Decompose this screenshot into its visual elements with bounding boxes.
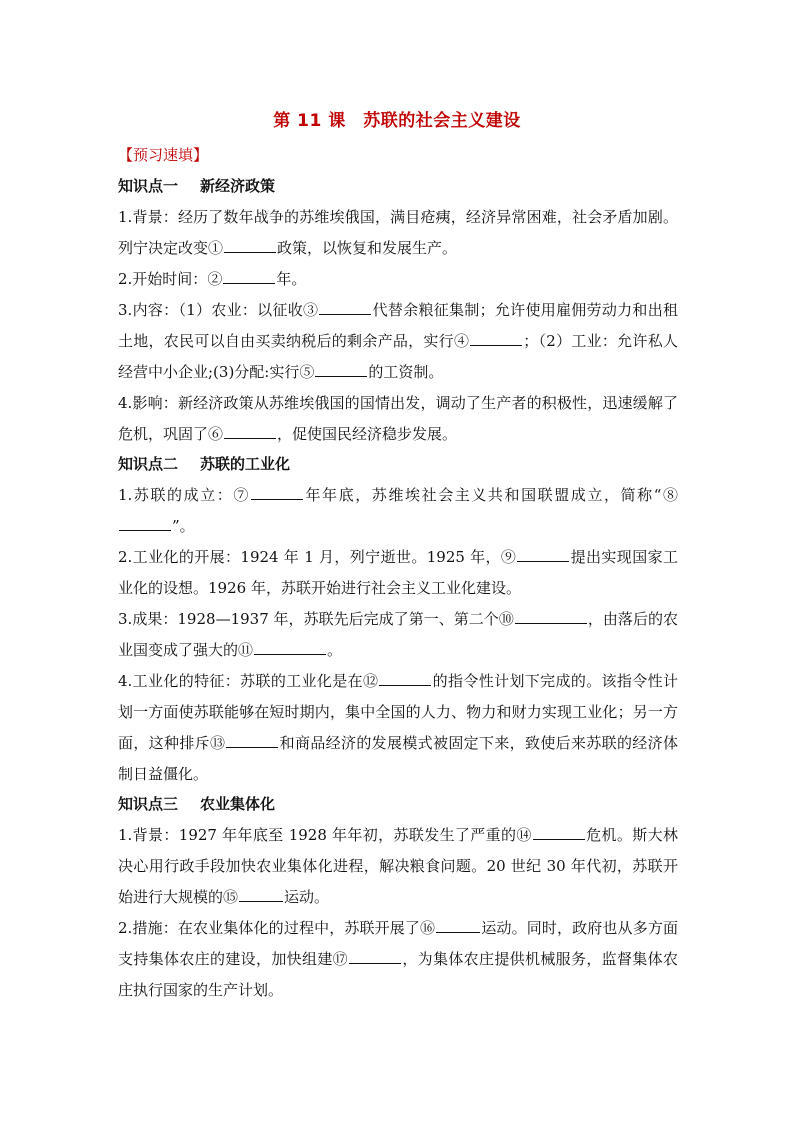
section-heading-1: 知识点一 新经济政策 — [118, 177, 276, 195]
blank-number: ① — [208, 239, 224, 257]
lesson-title: 第 11 课 苏联的社会主义建设 — [273, 111, 521, 131]
fill-blank[interactable] — [319, 313, 371, 315]
blank-number: ⑧ — [661, 486, 678, 504]
blank-number: ⑤ — [299, 363, 315, 381]
blank-number: ⑫ — [362, 672, 379, 690]
blank-number: ④ — [453, 332, 470, 350]
fill-blank[interactable] — [349, 962, 401, 964]
fill-blank[interactable] — [436, 931, 480, 933]
section-2-item-1: 1.苏联的成立：⑦ 年年底，苏维埃社会主义共和国联盟成立，简称“⑧”。 — [118, 486, 678, 535]
section-1-item-1: 1.背景：经历了数年战争的苏维埃俄国，满目疮痍，经济异常困难，社会矛盾加剧。列宁决定改变① 政策，以恢复和发展生产。 — [118, 208, 678, 257]
fill-blank[interactable] — [251, 498, 303, 500]
section-2-item-3: 3.成果：1928—1937 年，苏联先后完成了第一、第二个⑩ ，由落后的农业国变成了强大的⑪ 。 — [118, 610, 678, 659]
blank-number: ⑰ — [332, 950, 348, 968]
blank-number: ③ — [303, 301, 319, 319]
fill-blank[interactable] — [515, 622, 587, 624]
fill-blank[interactable] — [119, 529, 171, 531]
preview-tag: 【预习速填】 — [118, 146, 209, 164]
fill-blank[interactable] — [224, 437, 276, 439]
worksheet-content — [118, 172, 678, 1006]
section-3-item-1: 1.背景：1927 年年底至 1928 年年初，苏联发生了严重的⑭ 危机。斯大林决心用行政手段加快农业集体化进程，解决粮食问题。20 世纪 30 年代初，苏联开始进行大规模的⑮ 运动。 — [118, 826, 678, 906]
blank-number: ⑭ — [516, 826, 532, 844]
blank-number: ⑬ — [210, 734, 226, 752]
section-heading-2: 知识点二 苏联的工业化 — [118, 455, 291, 473]
blank-number: ⑥ — [208, 425, 224, 443]
blank-number: ⑦ — [233, 486, 250, 504]
blank-number: ⑨ — [500, 548, 517, 566]
fill-blank[interactable] — [223, 282, 275, 284]
fill-blank[interactable] — [517, 560, 569, 562]
section-heading-3: 知识点三 农业集体化 — [118, 795, 276, 813]
fill-blank[interactable] — [470, 344, 522, 346]
section-1-item-2: 2.开始时间：② 年。 — [118, 270, 307, 288]
fill-blank[interactable] — [224, 251, 276, 253]
section-1-item-4: 4.影响：新经济政策从苏维埃俄国的国情出发，调动了生产者的积极性，迅速缓解了危机，巩固了⑥ ，促使国民经济稳步发展。 — [118, 394, 678, 443]
fill-blank[interactable] — [254, 653, 326, 655]
blank-number: ② — [207, 270, 223, 288]
fill-blank[interactable] — [315, 375, 367, 377]
section-2-item-4: 4.工业化的特征：苏联的工业化是在⑫ 的指令性计划下完成的。该指令性计划一方面使苏联能够在短时期内，集中全国的人力、物力和财力实现工业化；另一方面，这种排斥⑬ 和商品经济的发展模式被固定下来，致使后来苏联的经济体制日益僵化。 — [118, 672, 678, 783]
fill-blank[interactable] — [379, 684, 431, 686]
fill-blank[interactable] — [226, 746, 278, 748]
blank-number: ⑪ — [238, 641, 254, 659]
blank-number: ⑩ — [498, 610, 514, 628]
blank-number: ⑯ — [420, 919, 436, 937]
fill-blank[interactable] — [533, 838, 585, 840]
section-1-item-3: 3.内容：（1）农业：以征收③ 代替余粮征集制；允许使用雇佣劳动力和出租土地，农民可以自由买卖纳税后的剩余产品，实行④ ；（2）工业：允许私人经营中小企业;(3)分配:实行⑤ 的工资制。 — [118, 301, 678, 381]
section-3-item-2: 2.措施：在农业集体化的过程中，苏联开展了⑯ 运动。同时，政府也从多方面支持集体农庄的建设，加快组建⑰ ，为集体农庄提供机械服务，监督集体农庄执行国家的生产计划。 — [118, 919, 678, 999]
section-2-item-2: 2.工业化的开展：1924 年 1 月，列宁逝世。1925 年，⑨ 提出实现国家工业化的设想。1926 年，苏联开始进行社会主义工业化建设。 — [118, 548, 678, 597]
fill-blank[interactable] — [239, 900, 283, 902]
blank-number: ⑮ — [223, 888, 239, 906]
